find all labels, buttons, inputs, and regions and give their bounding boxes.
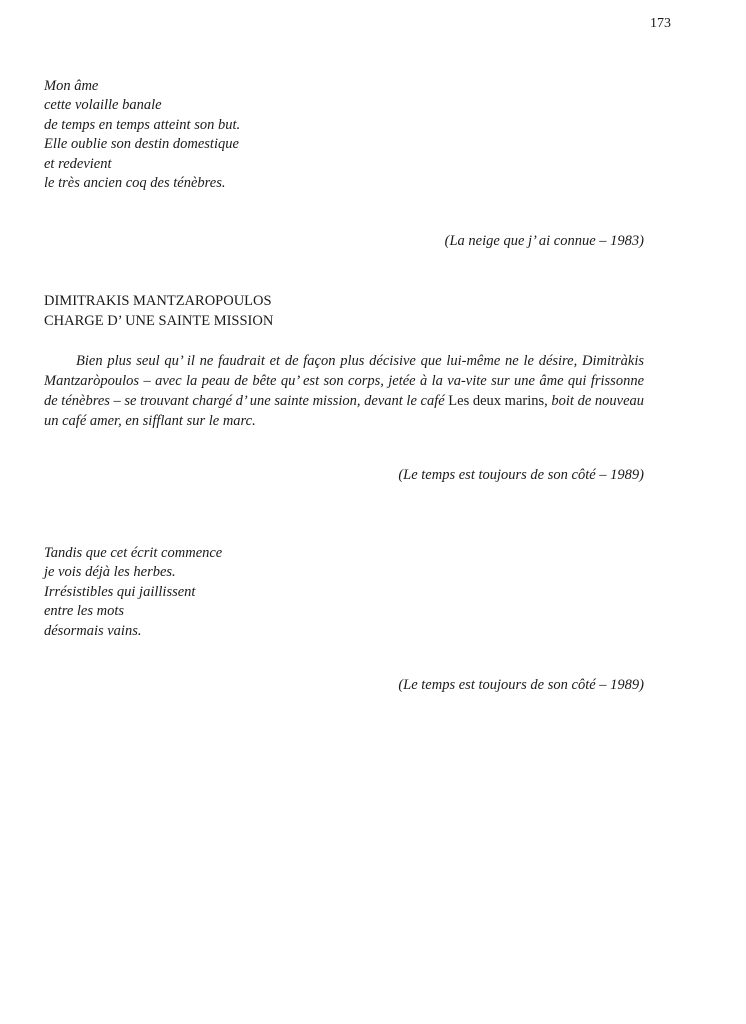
prose-paragraph	[44, 351, 644, 431]
paragraph-text: Bien plus seul qu’ il ne faudrait et de façon plus décisive que lui-même ne le désire, Dimitràkis Mantzaròpoulos – avec la peau de bête qu’ est son corps, jetée à la va-vite sur une âme qui frissonne de ténèbres – se trouvant chargé d’ une sainte mission, devant le café	[44, 353, 644, 409]
poem-source-citation: (Le temps est toujours de son côté – 1989)	[398, 677, 644, 693]
poem-line: le très ancien coq des ténèbres.	[44, 175, 226, 192]
poem-line: je vois déjà les herbes.	[44, 564, 176, 581]
paragraph-cafe-name: Les deux marins,	[448, 393, 548, 409]
page-number: 173	[650, 16, 671, 31]
poem-line: de temps en temps atteint son but.	[44, 116, 241, 133]
poem-line: Elle oublie son destin domestique	[44, 136, 239, 153]
heading-line: CHARGE D’ UNE SAINTE MISSION	[44, 312, 274, 329]
poem-line: Tandis que cet écrit commence	[44, 545, 223, 561]
poem-line: entre les mots	[44, 603, 125, 620]
poem-line: Irrésistibles qui jaillissent	[44, 583, 196, 600]
section-heading	[44, 292, 273, 331]
paragraph-text: boit de nouveau un café amer, en sifflant sur le marc.	[44, 393, 645, 429]
poem-line: cette volaille banale	[44, 97, 162, 114]
poem-source-citation: (La neige que j’ ai connue – 1983)	[444, 233, 644, 249]
poem-line: désormais vains.	[44, 622, 142, 639]
heading-line: DIMITRAKIS MANTZAROPOULOS	[44, 293, 272, 309]
poem-line: et redevient	[44, 155, 112, 172]
poem-line: Mon âme	[44, 78, 99, 94]
poem-mon-ame	[44, 77, 240, 193]
poem-tandis	[44, 544, 222, 641]
prose-source-citation: (Le temps est toujours de son côté – 1989)	[398, 467, 644, 483]
